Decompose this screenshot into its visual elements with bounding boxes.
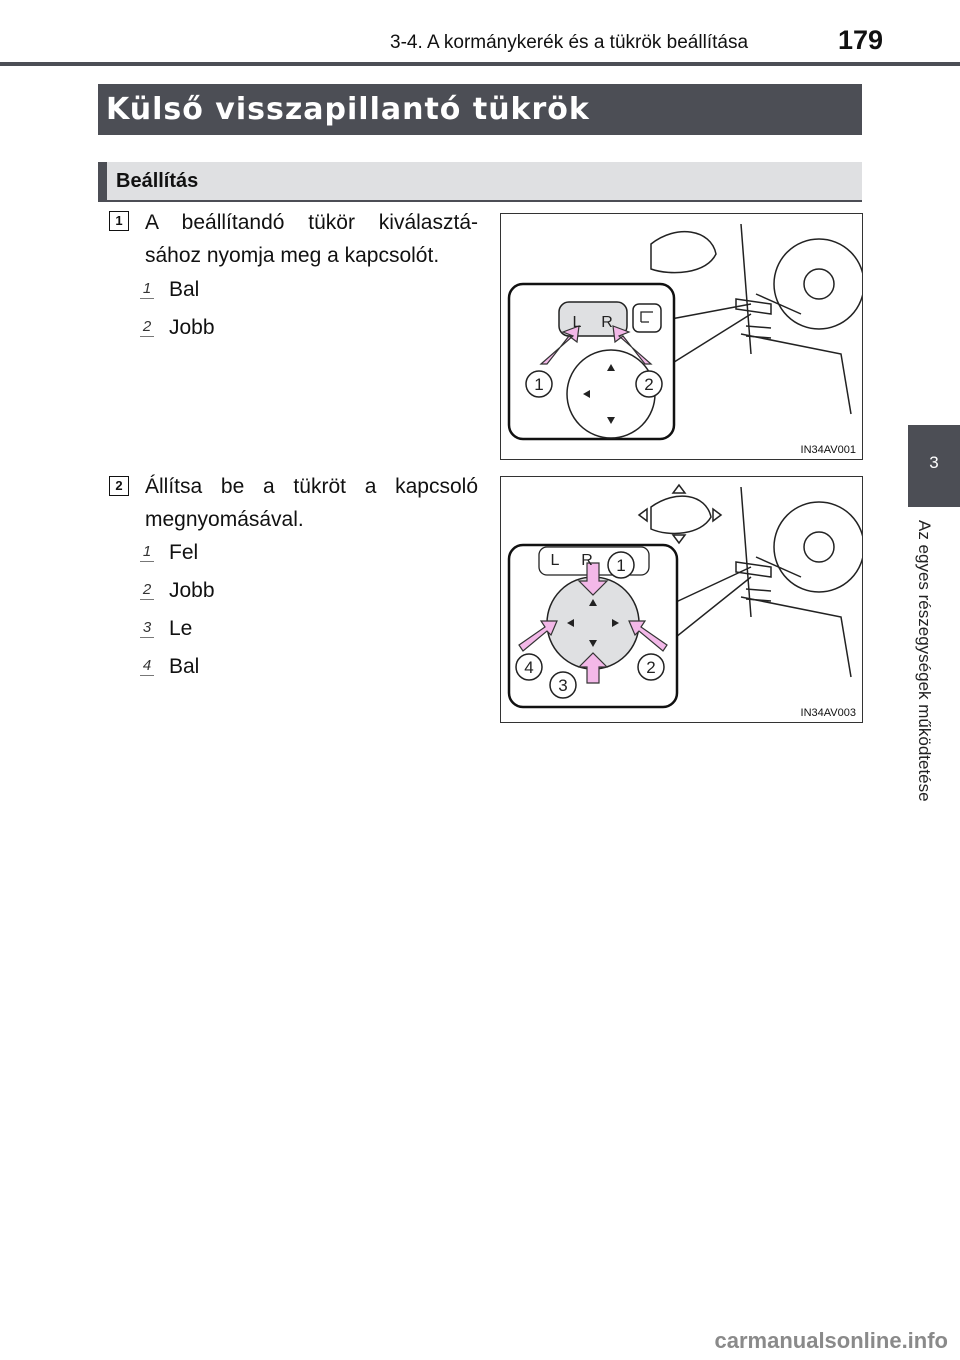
switch-label-left: L (572, 314, 582, 331)
figure-mirror-select (500, 213, 863, 460)
figure-code: IN34AV001 (800, 444, 856, 456)
switch-label-right: R (581, 552, 593, 569)
chapter-tab-number: 3 (929, 453, 939, 472)
figure-callout: 2 (646, 658, 656, 677)
item-number: 1 (140, 280, 154, 299)
figure-code: IN34AV003 (800, 707, 856, 719)
figure-callout: 1 (616, 556, 626, 575)
item-label: Fel (169, 541, 199, 564)
item-label: Bal (169, 278, 200, 301)
step-number-box: 2 (109, 476, 129, 496)
item-number: 3 (140, 619, 154, 638)
switch-label-right: R (601, 314, 613, 331)
figure-mirror-adjust (500, 476, 863, 723)
section-title: Külső visszapillantó tükrök (98, 84, 862, 135)
step-number-box: 1 (109, 211, 129, 231)
figure-callout: 2 (644, 375, 654, 394)
step-text: A beállítandó tükör kiválasztá-sához nyomja meg a kapcsolót. (145, 211, 478, 267)
item-label: Jobb (169, 579, 215, 602)
switch-label-left: L (550, 552, 560, 569)
figure-callout: 1 (534, 375, 544, 394)
item-number: 2 (140, 318, 154, 337)
figure-callout: 3 (558, 676, 568, 695)
step-text: Állítsa be a tükröt a kapcsoló megnyomásával. (145, 475, 478, 531)
item-label: Bal (169, 655, 200, 678)
chapter-tab (908, 425, 960, 507)
item-number: 2 (140, 581, 154, 600)
watermark: carmanualsonline.info (714, 1328, 948, 1353)
subsection-title: Beállítás (116, 170, 199, 192)
page-number: 179 (838, 25, 884, 55)
header-rule (0, 62, 960, 66)
chapter-side-title: Az egyes részegységek működtetése (915, 520, 934, 802)
item-label: Jobb (169, 316, 215, 339)
figure-callout: 4 (524, 658, 534, 677)
item-number: 1 (140, 543, 154, 562)
chapter-title: 3-4. A kormánykerék és a tükrök beállítása (390, 32, 749, 53)
mirror-adjust-illustration (501, 477, 862, 722)
subsection-bar (98, 162, 107, 200)
mirror-select-illustration (501, 214, 862, 459)
subsection-header (98, 162, 862, 202)
item-label: Le (169, 617, 193, 640)
item-number: 4 (140, 657, 154, 676)
